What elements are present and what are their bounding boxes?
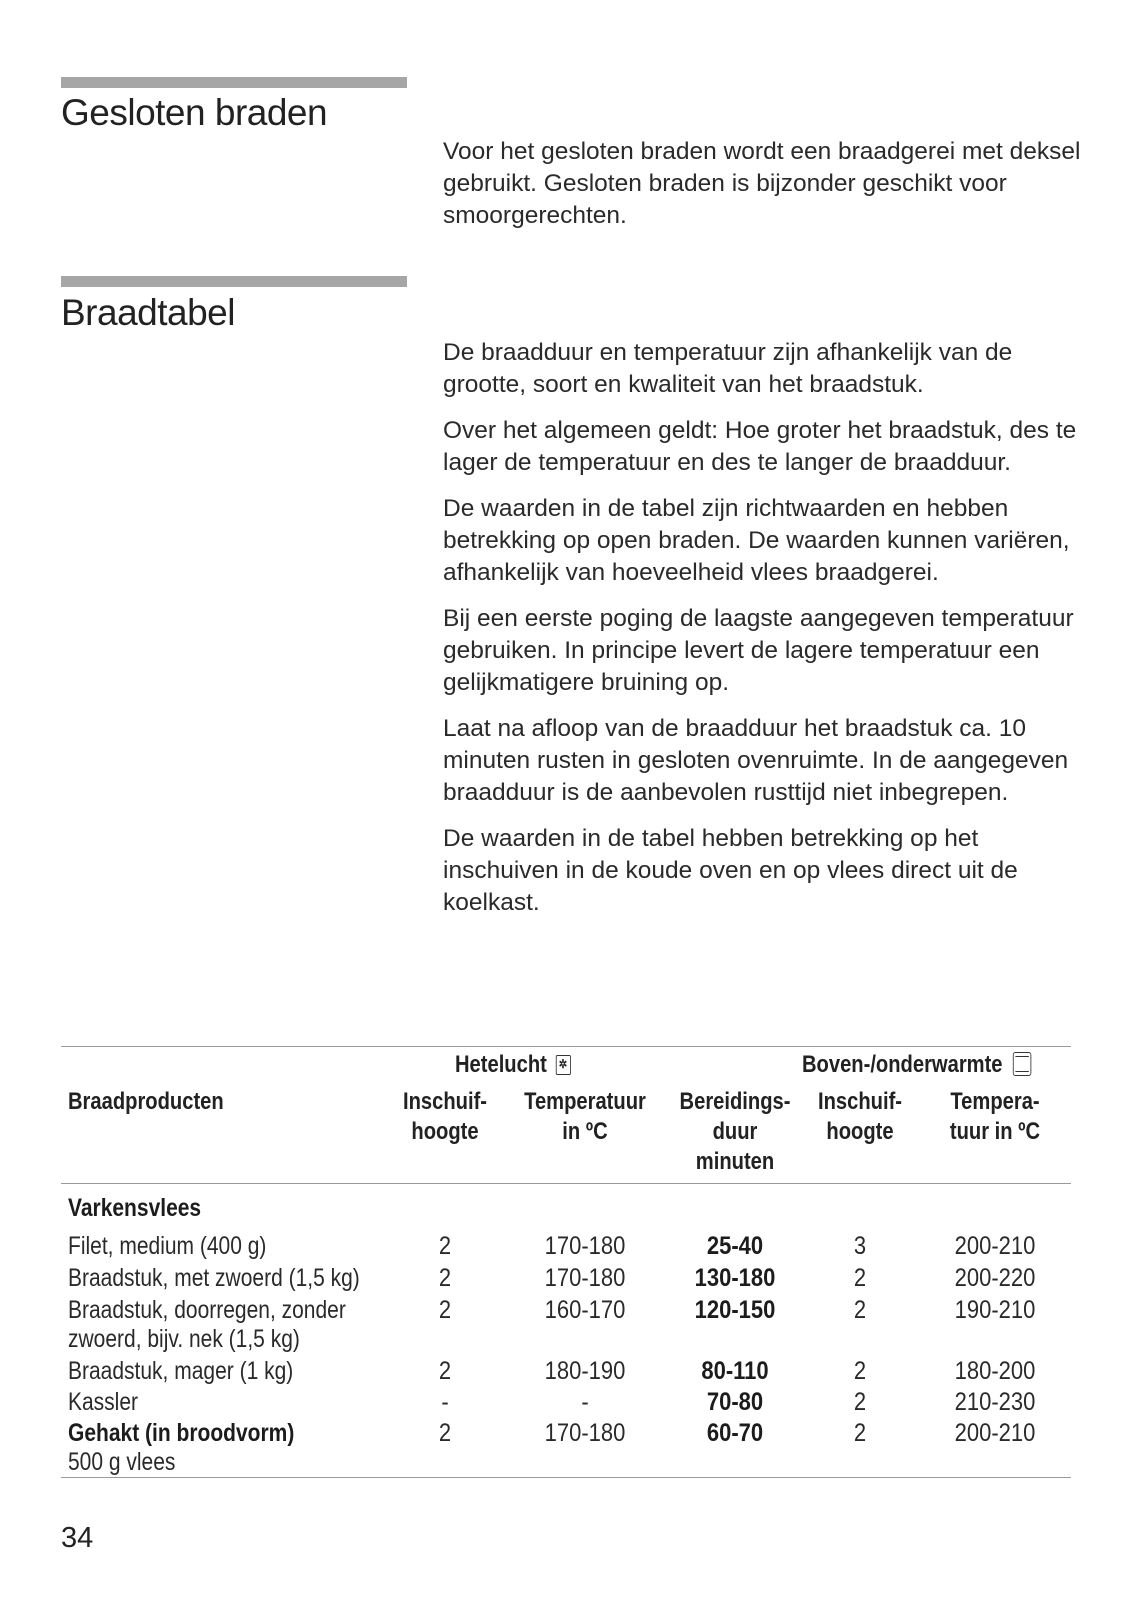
paragraph: Voor het gesloten braden wordt een braadgerei met deksel gebruikt. Gesloten braden is bijzonder geschikt voor smoorgerechten. [443, 138, 1081, 229]
inschuifhoogte-2: 2 [853, 1296, 867, 1324]
inschuifhoogte: - [441, 1388, 449, 1416]
inschuifhoogte: 2 [438, 1232, 452, 1260]
column-header-bereidingsduur [660, 1087, 810, 1177]
inschuifhoogte: 2 [438, 1357, 452, 1385]
header-line: Bereidings- [679, 1088, 791, 1115]
product-name-line-2: 500 g vlees [68, 1448, 176, 1476]
paragraph: Over het algemeen geldt: Hoe groter het braadstuk, des te lager de temperatuur en des te langer de braadduur. [443, 417, 1077, 476]
inschuifhoogte-2: 2 [853, 1419, 867, 1447]
temperatuur: 180-190 [544, 1357, 626, 1385]
inschuifhoogte-2: 3 [853, 1232, 867, 1260]
product-name: Gehakt (in broodvorm) [68, 1419, 295, 1447]
bereidingsduur: 60-70 [706, 1419, 764, 1447]
product-name: Braadstuk, doorregen, zonder [68, 1296, 346, 1324]
header-line: in ºC [562, 1118, 608, 1145]
header-line: Temperatuur [524, 1088, 646, 1115]
header-line: Inschuif- [818, 1088, 902, 1115]
section-title-gesloten-braden: Gesloten braden [61, 92, 328, 133]
inschuifhoogte: 2 [438, 1264, 452, 1292]
header-line: hoogte [826, 1118, 894, 1145]
column-header-inschuifhoogte [385, 1087, 505, 1147]
column-header-temperatuur [505, 1087, 665, 1147]
group-header-hetelucht [455, 1050, 571, 1080]
inschuifhoogte-2: 2 [853, 1388, 867, 1416]
bereidingsduur: 120-150 [694, 1296, 776, 1324]
table-bottom-rule [61, 1477, 1071, 1478]
temperatuur-2: 190-210 [954, 1296, 1036, 1324]
top-bottom-heat-icon [1013, 1052, 1031, 1076]
table-top-rule [61, 1046, 1071, 1047]
section-rule [61, 276, 407, 287]
inschuifhoogte-2: 2 [853, 1357, 867, 1385]
page-number: 34 [61, 1522, 94, 1554]
paragraph: De waarden in de tabel hebben betrekking op het inschuiven in de koude oven en op vlees direct uit de koelkast. [443, 825, 1018, 916]
product-name: Kassler [68, 1388, 139, 1416]
header-line: Tempera- [950, 1088, 1040, 1115]
group-header-boven-onderwarmte [802, 1050, 1032, 1080]
section-rule [61, 77, 407, 88]
section-text-gesloten-braden [443, 136, 1093, 246]
temperatuur: - [581, 1388, 589, 1416]
column-header-product: Braadproducten [68, 1088, 224, 1115]
bereidingsduur: 70-80 [706, 1388, 764, 1416]
group-header-label: Hetelucht [455, 1051, 547, 1078]
temperatuur: 160-170 [544, 1296, 626, 1324]
product-name: Filet, medium (400 g) [68, 1232, 267, 1260]
paragraph: Laat na afloop van de braadduur het braadstuk ca. 10 minuten rusten in gesloten ovenruimte. In de aangegeven braadduur is de aanbevolen rusttijd niet inbegrepen. [443, 715, 1069, 806]
inschuifhoogte: 2 [438, 1296, 452, 1324]
paragraph: De braadduur en temperatuur zijn afhankelijk van de grootte, soort en kwaliteit van het braadstuk. [443, 339, 1013, 398]
temperatuur-2: 180-200 [954, 1357, 1036, 1385]
header-line: tuur in ºC [949, 1118, 1041, 1145]
product-name: Braadstuk, met zwoerd (1,5 kg) [68, 1264, 360, 1292]
inschuifhoogte: 2 [438, 1419, 452, 1447]
column-header-inschuifhoogte-2 [800, 1087, 920, 1147]
bereidingsduur: 25-40 [706, 1232, 764, 1260]
column-header-temperatuur-2 [925, 1087, 1065, 1147]
temperatuur: 170-180 [544, 1232, 626, 1260]
temperatuur-2: 200-210 [954, 1232, 1036, 1260]
bereidingsduur: 130-180 [694, 1264, 776, 1292]
header-line: minuten [695, 1148, 775, 1175]
group-header-label: Boven-/onderwarmte [802, 1051, 1003, 1078]
header-line: hoogte [411, 1118, 479, 1145]
paragraph: De waarden in de tabel zijn richtwaarden en hebben betrekking op open braden. De waarden kunnen variëren, afhankelijk van hoeveelheid vlees braadgerei. [443, 495, 1070, 586]
product-name-line-2: zwoerd, bijv. nek (1,5 kg) [68, 1325, 300, 1353]
inschuifhoogte-2: 2 [853, 1264, 867, 1292]
header-line: Inschuif- [403, 1088, 487, 1115]
temperatuur-2: 200-210 [954, 1419, 1036, 1447]
paragraph: Bij een eerste poging de laagste aangegeven temperatuur gebruiken. In principe levert de lagere temperatuur een gelijkmatigere bruining op. [443, 605, 1074, 696]
header-line: duur [712, 1118, 758, 1145]
temperatuur-2: 210-230 [954, 1388, 1036, 1416]
table-header-rule [61, 1183, 1071, 1184]
fan-icon: ✲ [556, 1055, 571, 1075]
category-label: Varkensvlees [68, 1194, 202, 1222]
section-text-braadtabel [443, 337, 1093, 933]
temperatuur: 170-180 [544, 1419, 626, 1447]
temperatuur-2: 200-220 [954, 1264, 1036, 1292]
temperatuur: 170-180 [544, 1264, 626, 1292]
bereidingsduur: 80-110 [701, 1357, 769, 1385]
product-name: Braadstuk, mager (1 kg) [68, 1357, 294, 1385]
section-title-braadtabel: Braadtabel [61, 292, 235, 333]
